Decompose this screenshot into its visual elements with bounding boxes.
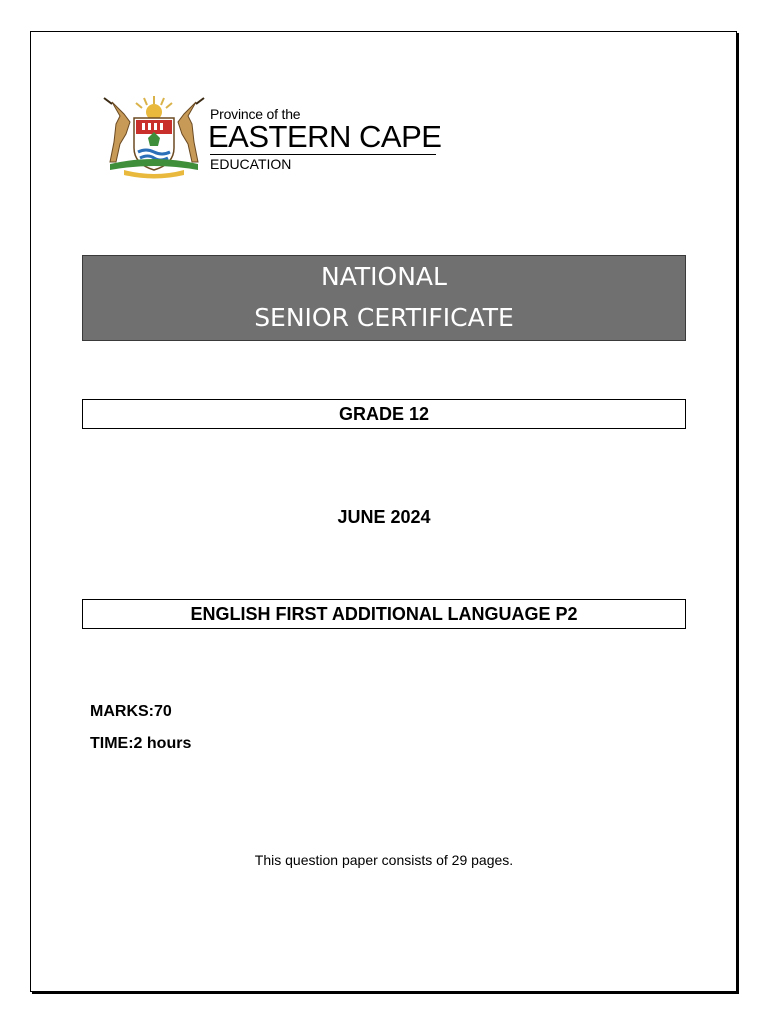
letterhead-name: EASTERN CAPE [208,119,442,154]
exam-date: JUNE 2024 [337,507,431,527]
time-label: TIME:2 hours [90,735,192,752]
grade-label: GRADE 12 [82,399,686,429]
letterhead [98,94,443,182]
letterhead-department: EDUCATION [210,156,292,172]
letterhead-province: Province of the [210,106,301,122]
banner-line-2: SENIOR CERTIFICATE [254,303,514,332]
banner-line-1: NATIONAL [321,262,447,291]
letterhead-rule [210,154,436,155]
marks-label: MARKS:70 [90,703,172,720]
coat-of-arms-icon [98,94,210,180]
page-count-note: This question paper consists of 29 pages. [254,852,514,868]
title-banner [82,255,686,341]
subject-title: ENGLISH FIRST ADDITIONAL LANGUAGE P2 [82,599,686,629]
